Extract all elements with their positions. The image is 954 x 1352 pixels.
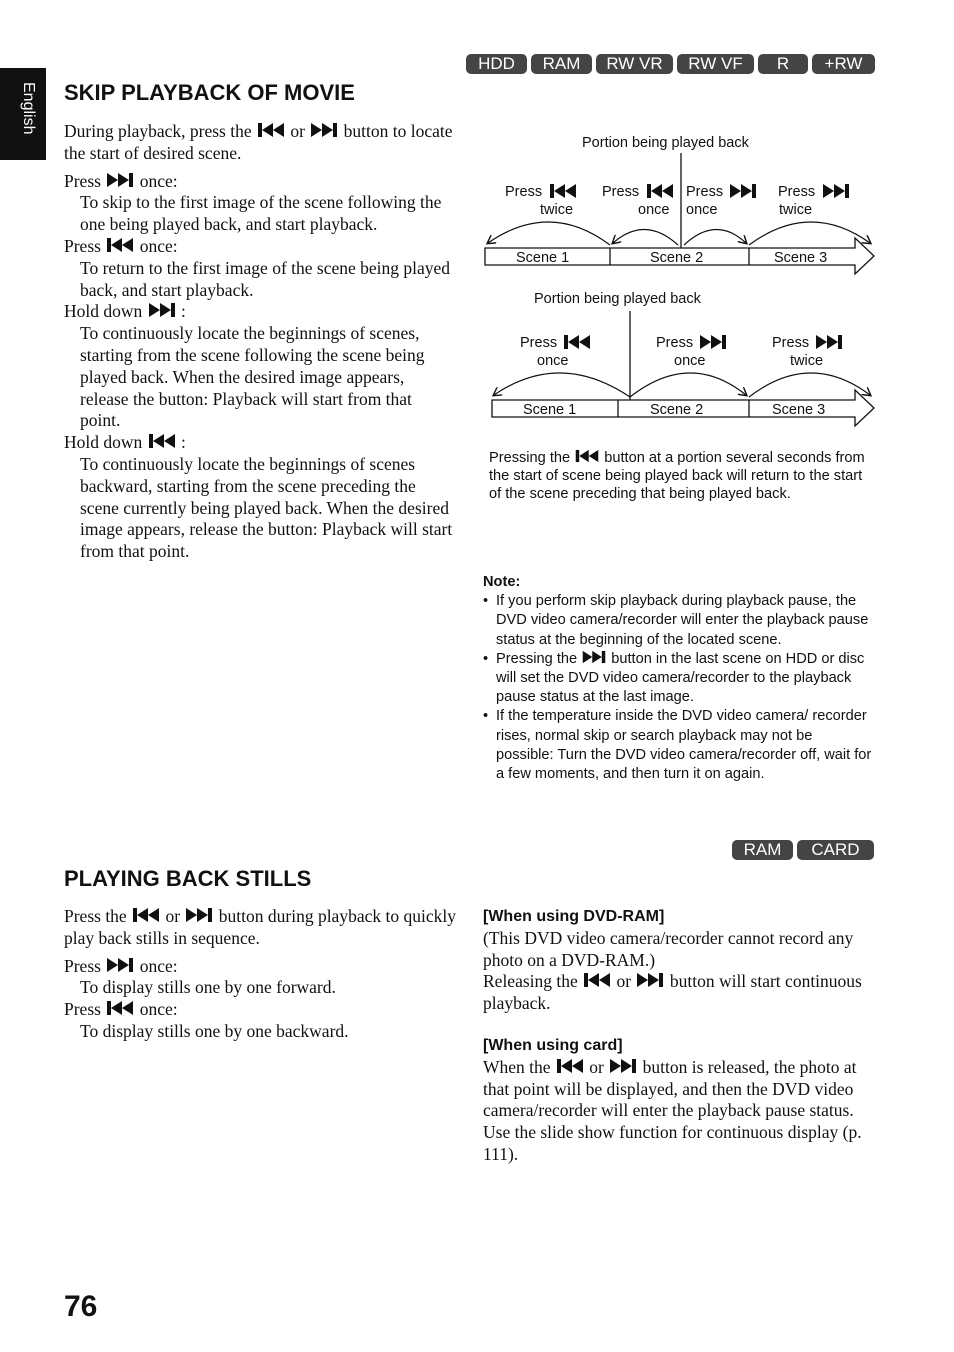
skip-forward-icon <box>635 972 665 988</box>
press-label: Press <box>778 184 816 200</box>
skip-intro: During playback, press the or button to locate the start of desired scene. <box>64 121 453 163</box>
skip-back-icon <box>105 237 135 253</box>
skip-back-icon <box>550 184 576 198</box>
once-label: once <box>686 202 718 218</box>
portion-label-1: Portion being played back <box>582 135 749 151</box>
fwd-hold-text: To continuously locate the beginnings of scenes, starting from the scene following the scene being played back. When the desired image appears, release the button: Playback will start from that point. <box>80 323 425 431</box>
fwd-once-heading: Press once: <box>64 170 178 191</box>
skip-forward-icon <box>105 957 135 973</box>
scene3-label: Scene 3 <box>772 402 826 418</box>
scene1-label: Scene 1 <box>516 250 570 266</box>
card-heading: [When using card] <box>483 1036 623 1054</box>
stills-fwd-heading: Press once: <box>64 955 178 976</box>
fwd-once-text: To skip to the first image of the scene following the one being played back, and start playback. <box>80 192 442 235</box>
skip-forward-icon <box>105 172 135 188</box>
note-item: • If you perform skip playback during playback pause, the DVD video camera/recorder will enter the playback pause status at the beginning of the located scene. <box>483 592 873 650</box>
press-label: Press <box>656 335 694 351</box>
portion-label-2: Portion being played back <box>534 291 701 307</box>
skip-forward-icon <box>309 122 339 138</box>
skip-back-icon <box>582 972 612 988</box>
stills-media-notes <box>483 906 875 1166</box>
language-tab <box>0 68 46 160</box>
badge-r: R <box>758 54 808 74</box>
stills-intro: Press the or button during playback to quickly play back stills in sequence. <box>64 906 456 948</box>
skip-back-icon <box>574 449 600 463</box>
twice-label: twice <box>540 202 574 218</box>
back-once-text: To return to the first image of the scene being played back, and start playback. <box>80 257 451 300</box>
press-label: Press <box>602 184 640 200</box>
twice-label: twice <box>790 353 824 369</box>
press-label: Press <box>520 335 558 351</box>
back-hold-heading: Hold down : <box>64 432 186 453</box>
media-badges-top <box>466 54 875 74</box>
note-item: • Pressing the button in the last scene on HDD or disc will set the DVD video camera/recorder to the playback pause status at the last image. <box>483 650 873 708</box>
badge-hdd: HDD <box>466 54 527 74</box>
card-text-2: Use the slide show function for continuous display (p. 111). <box>483 1122 862 1164</box>
scene3-label: Scene 3 <box>774 250 828 266</box>
skip-forward-icon <box>581 650 607 664</box>
scene2-label: Scene 2 <box>650 402 704 418</box>
ram-heading: [When using DVD-RAM] <box>483 908 665 925</box>
note-title: Note: <box>483 574 521 590</box>
once-label: once <box>674 353 706 369</box>
skip-forward-icon <box>700 335 726 349</box>
skip-diagram <box>480 125 880 435</box>
note-box <box>483 573 873 784</box>
skip-back-icon <box>256 122 286 138</box>
stills-body <box>64 906 456 1043</box>
diagram-caption: Pressing the button at a portion several seconds from the start of scene being played back will return to the start of the scene preceding that being played back. <box>489 450 865 502</box>
skip-forward-icon <box>147 302 177 318</box>
badge-rw-vr: RW VR <box>596 54 673 74</box>
fwd-hold-heading: Hold down : <box>64 301 186 322</box>
back-once-heading: Press once: <box>64 235 178 256</box>
stills-back-text: To display stills one by one backward. <box>80 1020 349 1041</box>
ram-text: (This DVD video camera/recorder cannot record any photo on a DVD-RAM.) <box>483 927 854 970</box>
skip-forward-icon <box>730 184 756 198</box>
skip-back-icon <box>555 1058 585 1074</box>
section-title-skip: SKIP PLAYBACK OF MOVIE <box>64 80 355 105</box>
note-item: • If the temperature inside the DVD video camera/ recorder rises, normal skip or search playback may not be possible: Turn the DVD video camera/recorder off, wait for a few moments, and then turn it on again. <box>483 707 873 784</box>
badge-rw-vf: RW VF <box>677 54 754 74</box>
skip-back-icon <box>147 433 177 449</box>
once-label: once <box>537 353 569 369</box>
page-number: 76 <box>64 1290 98 1323</box>
press-label: Press <box>772 335 810 351</box>
skip-forward-icon <box>816 335 842 349</box>
stills-fwd-text: To display stills one by one forward. <box>80 977 336 998</box>
badge-ram: RAM <box>732 840 793 860</box>
stills-back-heading: Press once: <box>64 999 178 1020</box>
skip-forward-icon <box>823 184 849 198</box>
skip-body <box>64 121 456 563</box>
card-text: When the or button is released, the photo at that point will be displayed, and then the DVD video camera/recorder will enter the playback pause status. <box>483 1056 857 1121</box>
skip-back-icon <box>131 907 161 923</box>
ram-release-text: Releasing the or button will start continuous playback. <box>483 971 862 1014</box>
badge-card: CARD <box>797 840 874 860</box>
twice-label: twice <box>779 202 813 218</box>
back-hold-text: To continuously locate the beginnings of scenes backward, starting from the scene preceding the scene currently being played back. When the desired image appears, release the button: Playback will start from that point. <box>80 453 453 562</box>
scene1-label: Scene 1 <box>523 402 577 418</box>
press-label: Press <box>505 184 543 200</box>
scene2-label: Scene 2 <box>650 250 704 266</box>
section-title-stills: PLAYING BACK STILLS <box>64 866 312 891</box>
press-label: Press <box>686 184 724 200</box>
media-badges-bottom <box>732 840 874 860</box>
skip-forward-icon <box>184 907 214 923</box>
skip-back-icon <box>647 184 673 198</box>
skip-forward-icon <box>608 1058 638 1074</box>
badge-ram: RAM <box>531 54 592 74</box>
skip-back-icon <box>105 1000 135 1016</box>
language-label: English <box>20 82 37 135</box>
once-label: once <box>638 202 670 218</box>
badge-plus-rw: +RW <box>812 54 875 74</box>
skip-back-icon <box>564 335 590 349</box>
